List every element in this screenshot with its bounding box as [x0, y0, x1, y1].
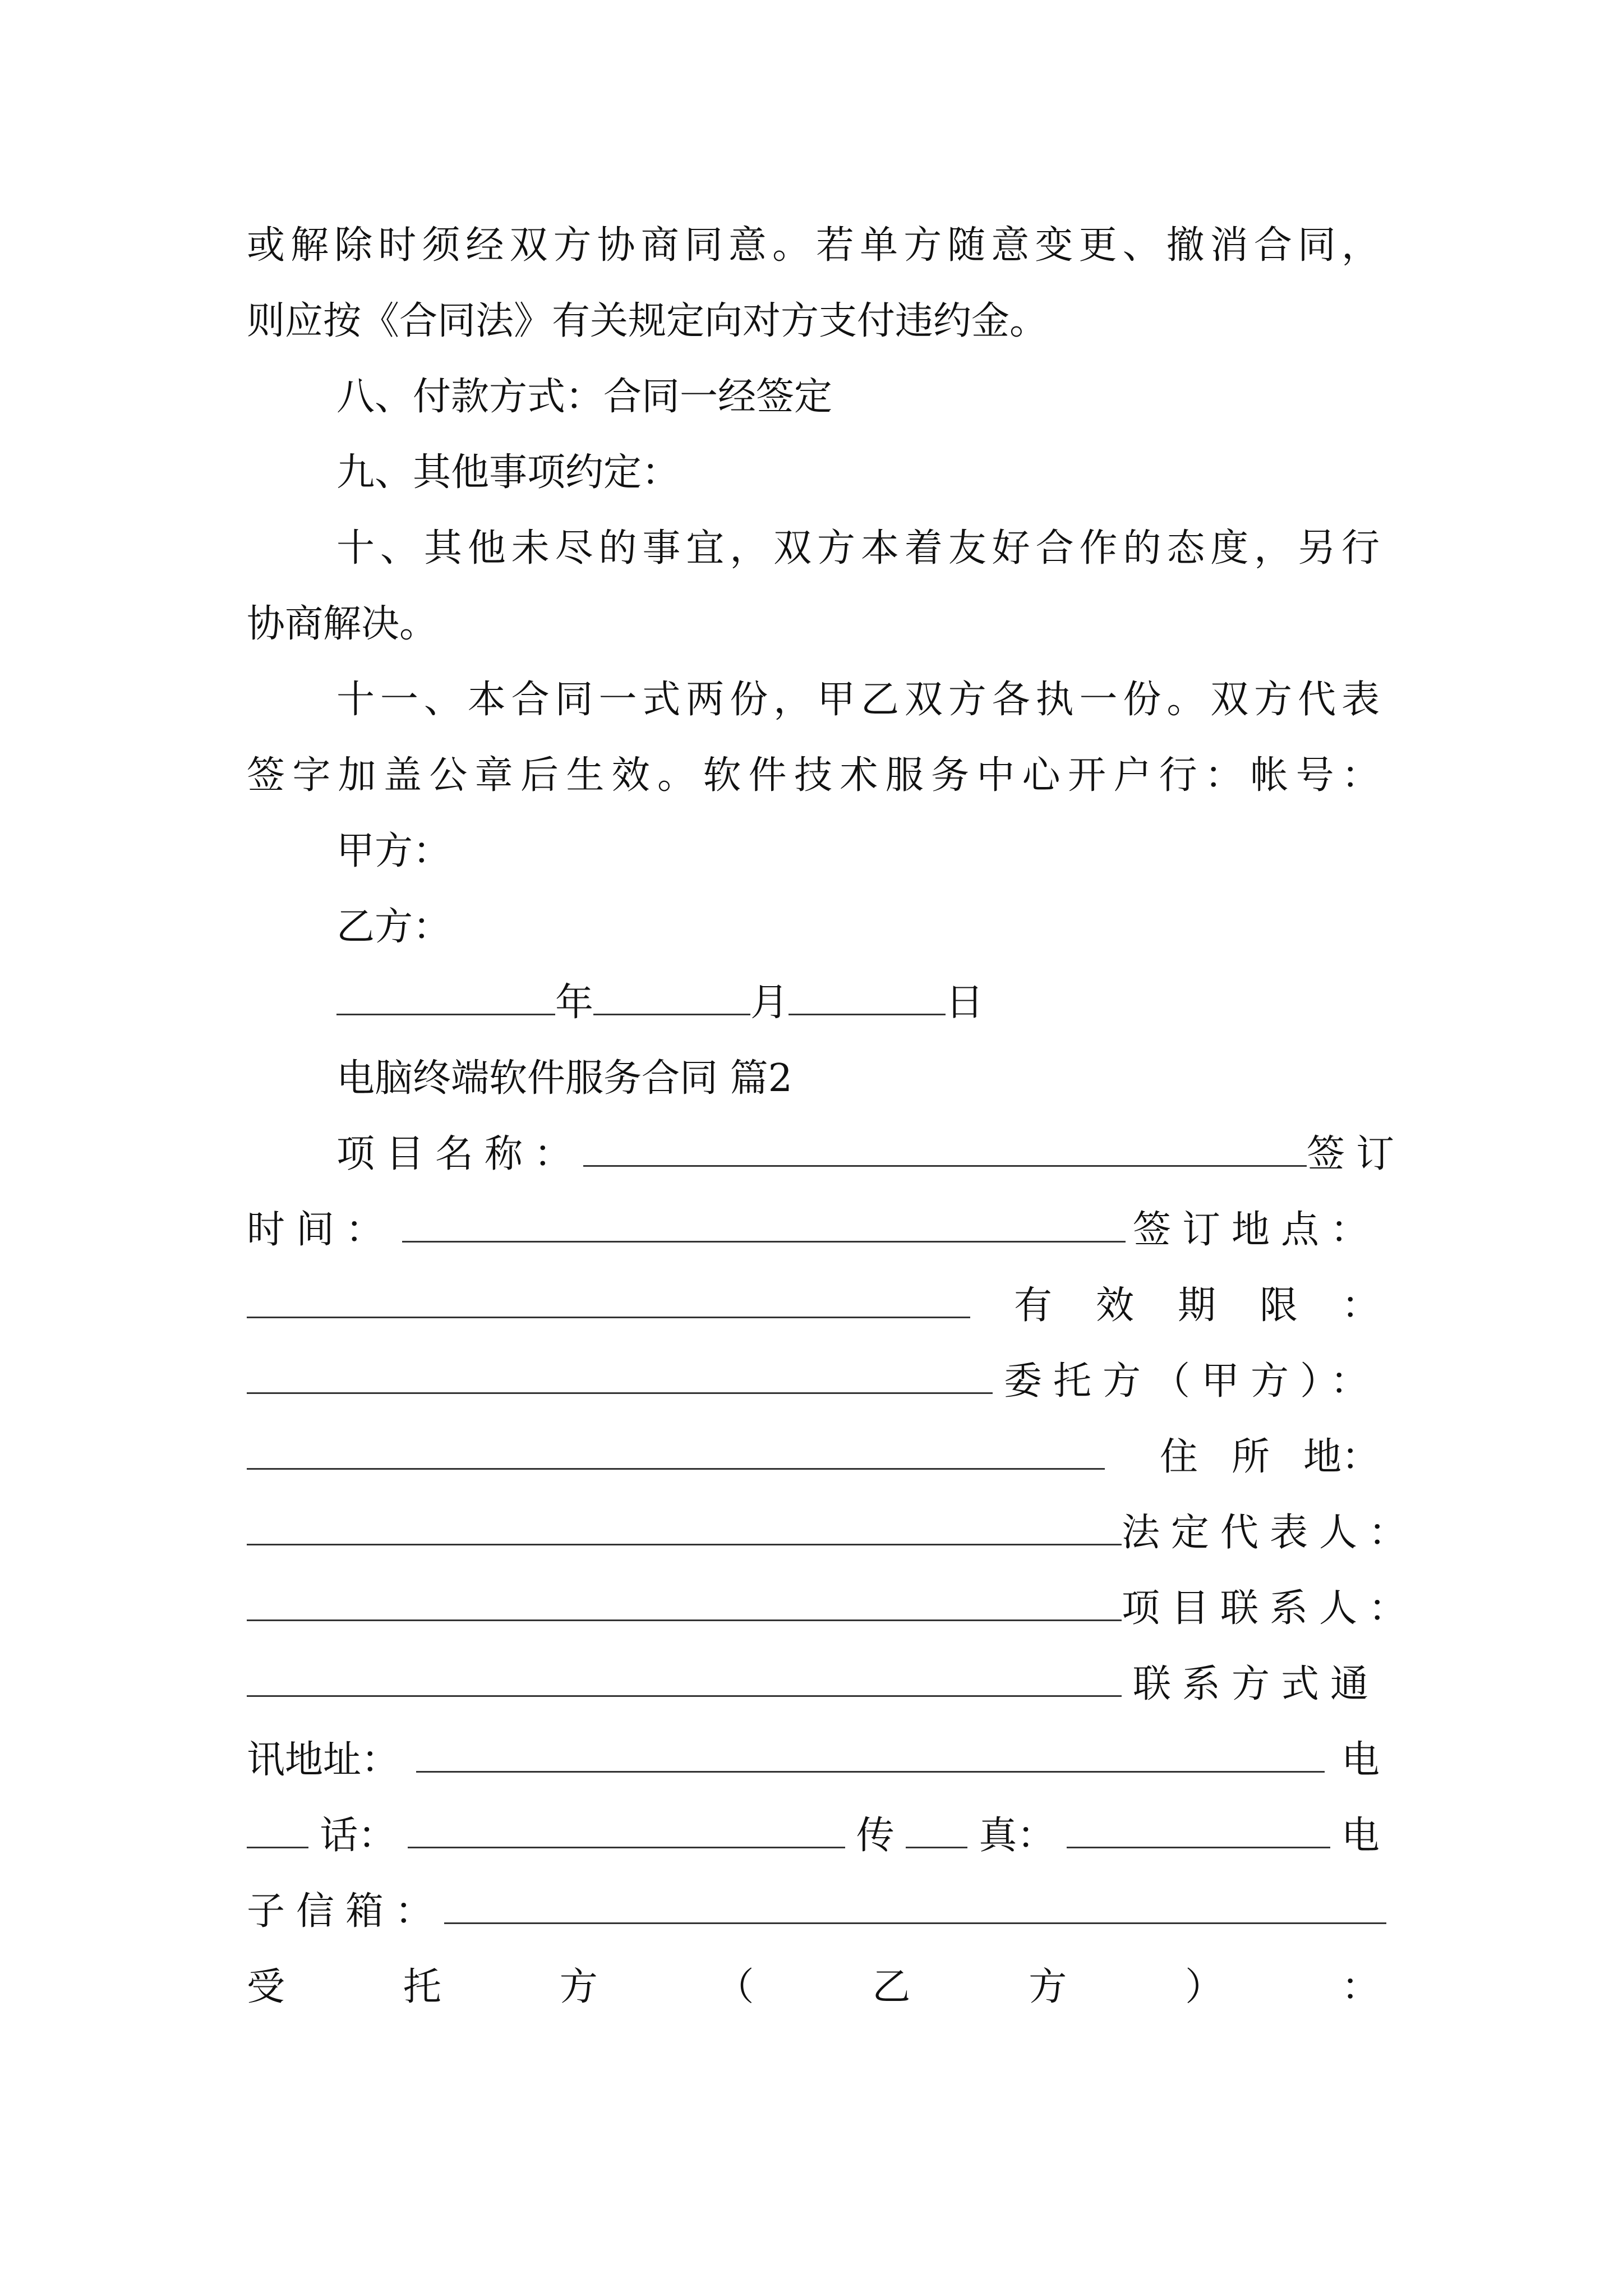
fax-label-part2: 真：	[979, 1814, 1055, 1858]
year-label: 年	[555, 981, 594, 1025]
fax-label-part1: 传	[856, 1814, 895, 1858]
valid-period-blank	[247, 1360, 993, 1394]
client-label: 委托方（甲方）：	[1003, 1359, 1380, 1404]
valid-period-char: 效	[1095, 1283, 1134, 1328]
party-b-label: 乙方：	[336, 905, 451, 949]
project-contact-label: 项目联系人：	[1122, 1586, 1418, 1631]
form-row-address	[247, 1733, 1380, 1787]
legal-rep-label: 法定代表人：	[1122, 1511, 1418, 1555]
phone-gap-blank	[247, 1814, 308, 1848]
residence-char: 地：	[1303, 1435, 1380, 1479]
paragraph-line: 则应按《合同法》有关规定向对方支付违约金。	[247, 299, 1048, 343]
time-blank	[402, 1208, 1126, 1243]
trustee-char: 托	[403, 1965, 441, 2009]
paragraph-line: 协商解决。	[247, 602, 438, 646]
address-blank	[416, 1738, 1325, 1773]
legal-rep-blank	[247, 1587, 1122, 1621]
form-row-phone-fax	[247, 1809, 1380, 1863]
clause-unfinished-matters: 十、其他未尽的事宜，双方本着友好合作的态度，另行	[336, 526, 1380, 570]
valid-period-char: ：	[1341, 1283, 1380, 1328]
residence-char: 住	[1159, 1435, 1198, 1479]
day-label: 日	[946, 981, 984, 1025]
month-blank	[593, 981, 750, 1015]
form-row-contact-method	[247, 1658, 1380, 1711]
form-row-valid-period	[247, 1279, 1380, 1333]
email-label-part2: 子信箱：	[247, 1889, 445, 1934]
day-blank	[789, 981, 946, 1015]
form-row-legal-rep	[247, 1506, 1418, 1560]
section-title: 电脑终端软件服务合同 篇2	[336, 1056, 792, 1101]
project-name-blank	[583, 1133, 1307, 1167]
phone-label-part1: 电	[1341, 1738, 1380, 1782]
form-row-residence	[247, 1430, 1380, 1484]
fax-gap-blank	[906, 1814, 967, 1848]
sign-place-label: 签订地点：	[1132, 1208, 1380, 1252]
residence-char: 所	[1231, 1435, 1270, 1479]
valid-period-char: 期	[1177, 1283, 1216, 1328]
phone-blank	[408, 1814, 845, 1848]
valid-period-char: 有	[1013, 1283, 1052, 1328]
trustee-char: ）	[1185, 1965, 1224, 2009]
clause-other-matters: 九、其他事项约定：	[336, 450, 680, 495]
trustee-char: 方	[559, 1965, 598, 2009]
email-label-part1: 电	[1341, 1814, 1380, 1858]
paragraph-line: 或解除时须经双方协商同意。若单方随意变更、撤消合同，	[247, 223, 1380, 268]
sign-label: 签订	[1307, 1132, 1406, 1176]
project-name-label: 项目名称：	[336, 1132, 584, 1176]
time-label: 时间：	[247, 1208, 395, 1252]
date-line	[336, 976, 1380, 1030]
trustee-char: ：	[1341, 1965, 1380, 2009]
address-label: 讯地址：	[247, 1738, 400, 1782]
fax-blank	[1067, 1814, 1330, 1848]
project-contact-blank	[247, 1663, 1122, 1697]
valid-period-char: 限	[1259, 1283, 1298, 1328]
form-row-trustee	[247, 1961, 1380, 2014]
form-row-email	[247, 1885, 1380, 1939]
year-blank	[336, 981, 555, 1015]
clause-copies: 十一、本合同一式两份，甲乙双方各执一份。双方代表	[336, 678, 1380, 722]
trustee-char: 受	[247, 1965, 285, 2009]
paragraph-line: 签字加盖公章后生效。软件技术服务中心开户行：帐号：	[247, 753, 1380, 798]
trustee-char: 方	[1029, 1965, 1067, 2009]
form-row-project-contact	[247, 1582, 1418, 1636]
residence-blank	[247, 1511, 1122, 1545]
sign-place-blank	[247, 1284, 970, 1318]
phone-label-part2: 话：	[320, 1814, 396, 1858]
month-label: 月	[750, 981, 789, 1025]
trustee-char: （	[716, 1965, 754, 2009]
trustee-char: 乙	[872, 1965, 911, 2009]
email-blank	[444, 1890, 1386, 1924]
contact-method-label: 联系方式通	[1132, 1662, 1380, 1706]
client-blank	[247, 1435, 1105, 1470]
party-a-label: 甲方：	[336, 829, 451, 873]
form-row-time	[247, 1203, 1380, 1257]
clause-payment: 八、付款方式：合同一经签定	[336, 375, 833, 419]
form-row-project-name	[336, 1128, 1406, 1181]
form-row-client	[247, 1355, 1380, 1409]
